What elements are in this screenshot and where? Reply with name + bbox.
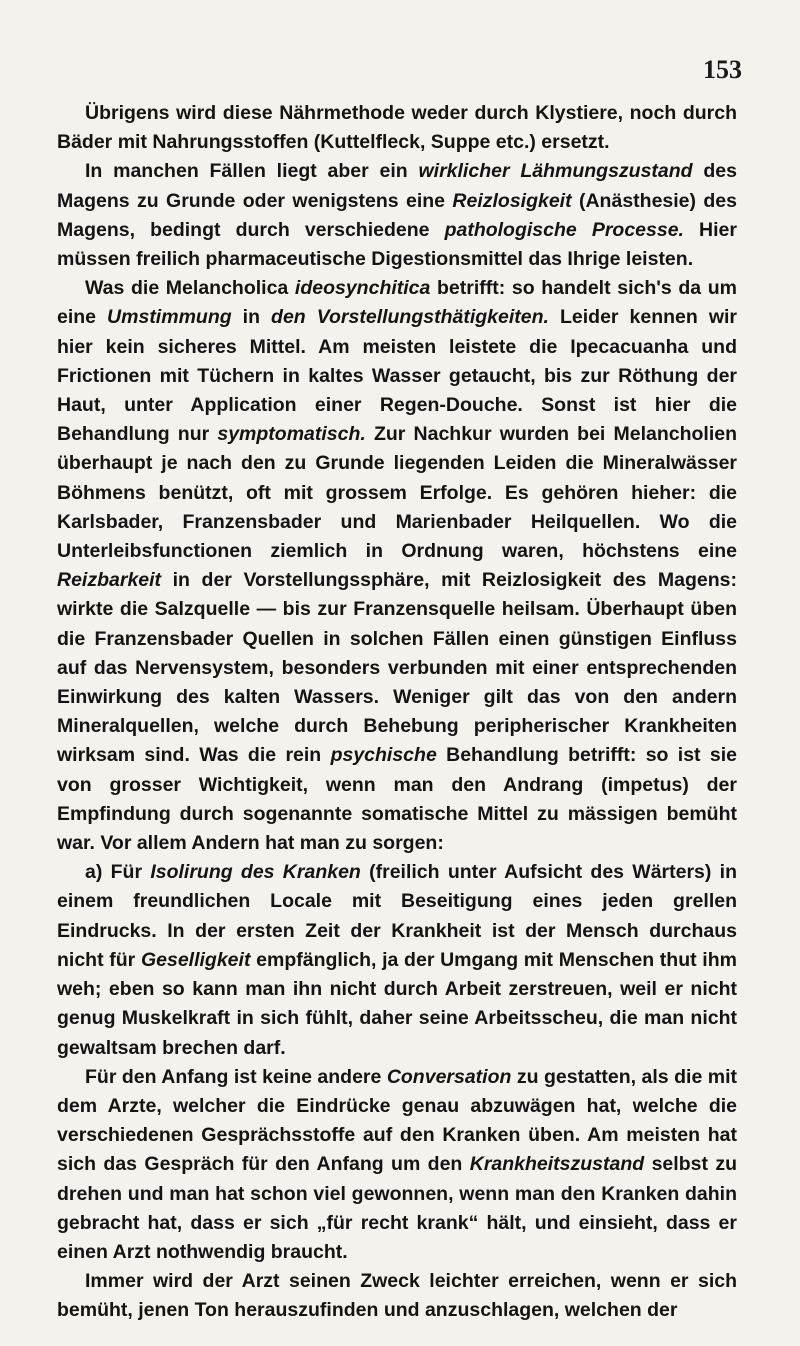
emphasized-text: wirklicher Lähmungszustand — [418, 160, 693, 183]
text-segment: Behandlung betrifft: so ist sie von grosser Wichtigkeit, wenn man den Andrang (impetus) der Empfindung durch sogenannte somatische Mittel zu mässigen bemüht war. Vor allem Andern hat man zu sorgen: — [57, 744, 737, 855]
emphasized-text: Reizlosigkeit — [452, 189, 572, 212]
text-segment: des Magens zu Grunde oder wenigstens eine — [57, 160, 737, 212]
text-segment: Übrigens wird diese Nährmethode weder durch Klystiere, noch durch Bäder mit Nahrungsstoffen (Kuttelfleck, Suppe etc.) ersetzt. — [57, 102, 737, 154]
page-number: 153 — [703, 55, 742, 84]
emphasized-text: den Vorstellungsthätigkeiten. — [271, 306, 549, 329]
text-segment: Immer wird der Arzt seinen Zweck leichter erreichen, wenn er sich bemüht, jenen Ton herauszufinden und anzuschlagen, welchen der — [57, 1270, 737, 1322]
emphasized-text: ideosynchitica — [294, 277, 431, 300]
text-segment: Zur Nachkur wurden bei Melancholien überhaupt je nach den zu Grunde liegenden Leiden die Mineralwässer Böhmens benützt, oft mit grossem Erfolge. Es gehören hieher: die Karlsbader, Franzensbader und Marienbader Heilquellen. Wo die Unterleibsfunctionen ziemlich in Ordnung waren, höchstens eine — [57, 423, 738, 563]
emphasized-text: Conversation — [386, 1065, 512, 1088]
text-segment: in der Vorstellungssphäre, mit Reizlosigkeit des Magens: wirkte die Salzquelle — bis zur Franzensquelle heilsam. Überhaupt üben die Franzensbader Quellen in solchen Fällen einen günstigen Einfluss auf das Nervensystem, besonders verbunden mit einer entsprechenden Einwirkung des kalten Wassers. Weniger gilt das von den andern Mineralquellen, welche durch Behebung peripherischer Krankheiten wirksam sind. Was die rein — [57, 569, 737, 767]
text-segment: in — [231, 306, 272, 329]
emphasized-text: Umstimmung — [107, 306, 232, 329]
text-segment: zu gestatten, als die mit dem Arzte, welcher die Eindrücke genau abzuwägen hat, welche die verschiedenen Gesprächsstoffe auf den Kranken üben. Am meisten hat sich das Gespräch für den Anfang um den — [57, 1065, 737, 1176]
text-segment: a) Für — [85, 861, 151, 884]
text-segment: Leider kennen wir hier kein sicheres Mittel. Am meisten leistete die Ipecacuanha und Frictionen mit Tüchern in kaltes Wasser getaucht, bis zur Röthung der Haut, unter Application einer Regen-Douche. Sonst ist hier die Behandlung nur — [57, 306, 737, 446]
paragraph — [57, 274, 737, 858]
emphasized-text: psychische — [330, 744, 437, 767]
text-segment: In manchen Fällen liegt aber ein — [85, 160, 419, 183]
paragraph — [57, 1267, 737, 1325]
text-segment: Was die Melancholica — [85, 277, 295, 300]
text-segment: betrifft: so handelt sich's da um eine — [57, 277, 737, 329]
text-segment: (Anästhesie) des Magens, bedingt durch verschiedene — [57, 189, 737, 241]
emphasized-text: Krankheitszustand — [469, 1153, 645, 1176]
text-segment: selbst zu drehen und man hat schon viel gewonnen, wenn man den Kranken dahin gebracht hat, dass er sich „für recht krank“ hält, und einsieht, dass er einen Arzt nothwendig braucht. — [57, 1153, 737, 1263]
body-text — [57, 99, 737, 1326]
emphasized-text: Isolirung des Kranken — [150, 861, 361, 884]
text-segment: Hier müssen freilich pharmaceutische Digestionsmittel das Ihrige leisten. — [57, 218, 737, 271]
paragraph — [57, 99, 737, 157]
emphasized-text: pathologische Processe. — [444, 218, 684, 241]
paragraph — [57, 1063, 737, 1267]
emphasized-text: symptomatisch. — [217, 423, 366, 446]
text-segment: empfänglich, ja der Umgang mit Menschen thut ihm weh; eben so kann man ihn nicht durch Arbeit zerstreuen, weil er nicht genug Muskelkraft in sich fühlt, daher seine Arbeitsscheu, die man nicht gewaltsam brechen darf. — [57, 948, 737, 1059]
paragraph — [57, 157, 737, 274]
text-segment: Für den Anfang ist keine andere — [85, 1065, 387, 1088]
emphasized-text: Reizbarkeit — [57, 569, 162, 592]
emphasized-text: Geselligkeit — [140, 948, 251, 971]
paragraph — [57, 858, 737, 1062]
text-segment: (freilich unter Aufsicht des Wärters) in einem freundlichen Locale mit Beseitigung eines jeden grellen Eindrucks. In der ersten Zeit der Krankheit ist der Mensch durchaus nicht für — [57, 861, 737, 971]
